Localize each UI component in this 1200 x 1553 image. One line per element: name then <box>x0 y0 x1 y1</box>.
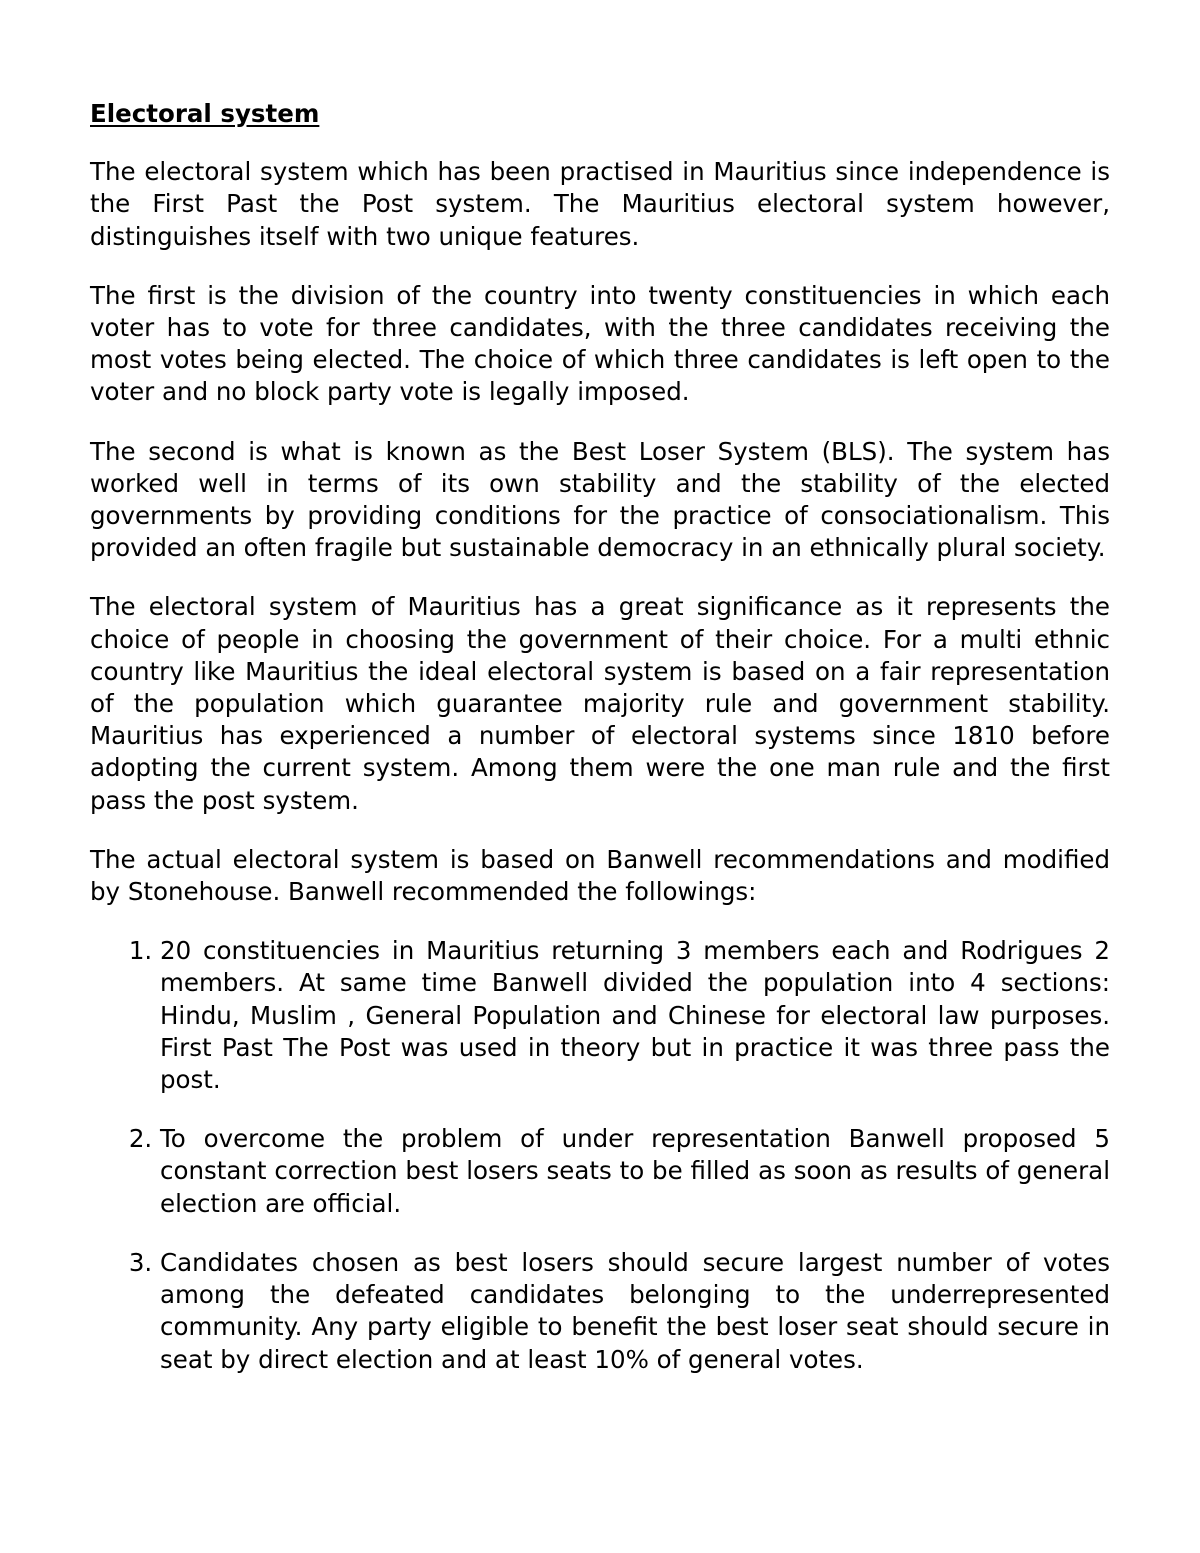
document-title: Electoral system <box>90 99 320 128</box>
paragraph-second-feature: The second is what is known as the Best Loser System (BLS). The system has worked well in terms of its own stability and the stability of the elected governments by providing conditions for the practice of consociationalism. This provided an often fragile but sustainable democracy in an ethnically plural society. <box>90 436 1110 563</box>
paragraph-banwell: The actual electoral system is based on Banwell recommendations and modified by Stonehouse. Banwell recommended the followings: <box>90 844 1110 907</box>
paragraph-first-feature: The first is the division of the country into twenty constituencies in which each voter has to vote for three candidates, with the three candidates receiving the most votes being elected. The choice of which three candidates is left open to the voter and no block party vote is legally imposed. <box>90 280 1110 407</box>
list-item: 3. Candidates chosen as best losers should secure largest number of votes among the defeated candidates belonging to the underrepresented community. Any party eligible to benefit the best loser seat should secure in seat by direct election and at least 10% of general votes. <box>160 1247 1110 1376</box>
list-item: 1. 20 constituencies in Mauritius returning 3 members each and Rodrigues 2 members. At same time Banwell divided the population into 4 sections: Hindu, Muslim , General Population and Chinese for electoral law purposes. First Past The Post was used in theory but in practice it was three pass the post. <box>160 935 1110 1096</box>
paragraph-significance: The electoral system of Mauritius has a great significance as it represents the choice of people in choosing the government of their choice. For a multi ethnic country like Mauritius the ideal electoral system is based on a fair representation of the population which guarantee majority rule and government stability. Mauritius has experienced a number of electoral systems since 1810 before adopting the current system. Among them were the one man rule and the first pass the post system. <box>90 592 1110 815</box>
banwell-recommendations-list <box>90 935 1110 1375</box>
paragraph-intro: The electoral system which has been practised in Mauritius since independence is the First Past the Post system. The Mauritius electoral system however, distinguishes itself with two unique features. <box>90 157 1110 251</box>
document-page <box>90 98 1110 1403</box>
list-item: 2. To overcome the problem of under representation Banwell proposed 5 constant correction best losers seats to be filled as soon as results of general election are official. <box>160 1123 1110 1220</box>
